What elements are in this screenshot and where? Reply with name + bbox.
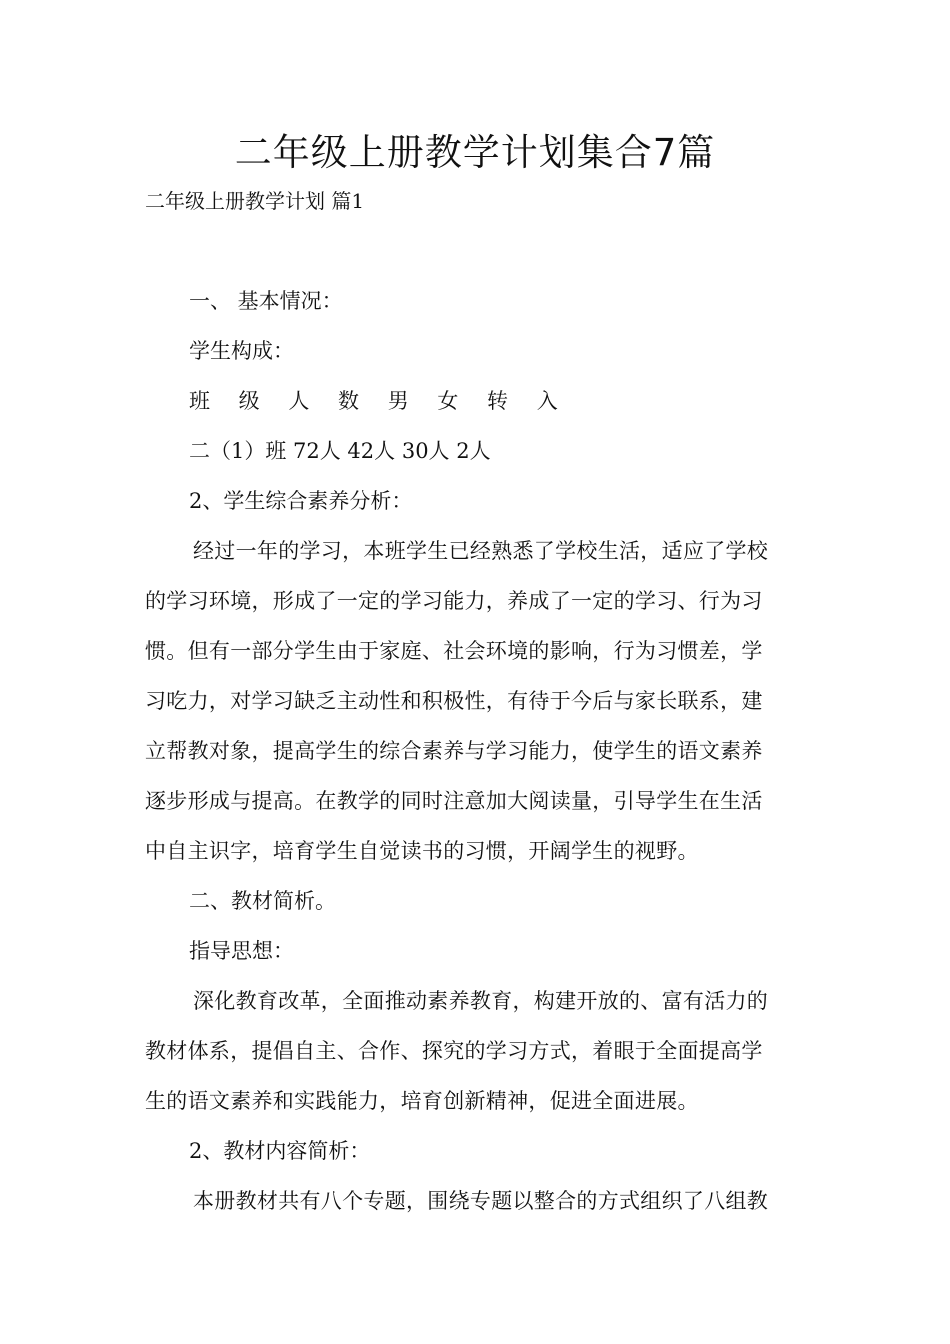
document-subtitle: 二年级上册教学计划 篇1 xyxy=(145,189,365,213)
class-table-row: 二（1）班 72人 42人 30人 2人 xyxy=(189,439,491,463)
student-composition-label: 学生构成： xyxy=(189,339,294,363)
analysis-paragraph-line: 的学习环境，形成了一定的学习能力，养成了一定的学习、行为习 xyxy=(145,589,763,613)
guiding-paragraph-line: 深化教育改革，全面推动素养教育，构建开放的、富有活力的 xyxy=(193,989,769,1013)
analysis-paragraph-line: 经过一年的学习，本班学生已经熟悉了学校生活，适应了学校 xyxy=(193,539,769,563)
analysis-paragraph-line: 立帮教对象，提高学生的综合素养与学习能力，使学生的语文素养 xyxy=(145,739,763,763)
analysis-paragraph-line: 中自主识字，培育学生自觉读书的习惯，开阔学生的视野。 xyxy=(145,839,699,863)
document-title: 二年级上册教学计划集合7篇 xyxy=(234,131,716,174)
class-table-header: 班 级 人 数 男 女 转 入 xyxy=(189,389,569,413)
content-paragraph-line: 本册教材共有八个专题，围绕专题以整合的方式组织了八组教 xyxy=(193,1189,769,1213)
guiding-ideology-label: 指导思想： xyxy=(189,939,294,963)
guiding-paragraph-line: 生的语文素养和实践能力，培育创新精神，促进全面进展。 xyxy=(145,1089,699,1113)
textbook-content-heading: 2、教材内容简析： xyxy=(189,1139,371,1163)
section-heading-basic-info: 一、 基本情况： xyxy=(189,289,343,313)
section-heading-textbook-analysis: 二、教材简析。 xyxy=(189,889,336,913)
analysis-heading: 2、学生综合素养分析： xyxy=(189,489,413,513)
analysis-paragraph-line: 习吃力，对学习缺乏主动性和积极性，有待于今后与家长联系，建 xyxy=(145,689,763,713)
guiding-paragraph-line: 教材体系，提倡自主、合作、探究的学习方式，着眼于全面提高学 xyxy=(145,1039,763,1063)
analysis-paragraph-line: 惯。但有一部分学生由于家庭、社会环境的影响，行为习惯差，学 xyxy=(145,639,763,663)
analysis-paragraph-line: 逐步形成与提高。在教学的同时注意加大阅读量，引导学生在生活 xyxy=(145,789,763,813)
